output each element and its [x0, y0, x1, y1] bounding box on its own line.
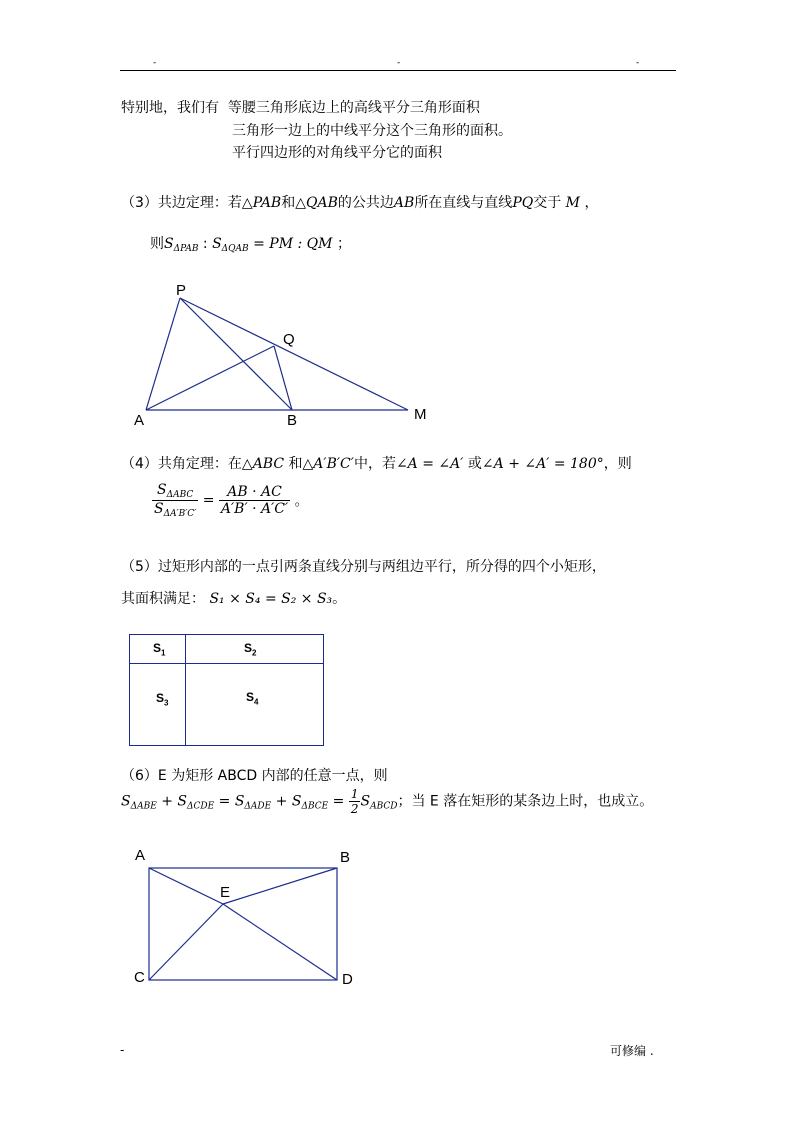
fig1-label-m: M — [414, 406, 427, 423]
fig2-line-ce — [149, 904, 223, 980]
cell-s3-sub: 3 — [164, 698, 169, 708]
s6-f1: S — [121, 793, 131, 810]
s4-cond: ∠A = ∠A′ — [395, 456, 464, 472]
s3-mid3: 交于 — [533, 195, 562, 211]
s6-tail: ；当 E 落在矩形的某条边上时，也成立。 — [397, 793, 654, 810]
cell-s2-sub: 2 — [252, 648, 257, 658]
s6-eq2: = — [328, 793, 349, 810]
s6-plus: + — [156, 793, 178, 810]
s3-end: ， — [584, 195, 599, 211]
s4-rnum: AB · AC — [219, 484, 290, 501]
cell-s1-letter: S — [153, 641, 162, 655]
s6-f4: S — [291, 793, 302, 810]
fig2-label-c: C — [134, 969, 145, 986]
s4-tri1: ABC — [252, 456, 285, 472]
s4-eq: = — [202, 492, 215, 509]
s6-line1: （6）E 为矩形 ABCD 内部的任意一点，则 — [121, 768, 388, 784]
s6-plus2: + — [271, 793, 292, 810]
cell-s3-letter: S — [156, 691, 165, 705]
s3-tri1: PAB — [252, 195, 282, 211]
s4-num-s: S — [156, 482, 167, 498]
footer-left: - — [120, 1043, 125, 1057]
fig2-line-de — [223, 904, 337, 980]
s3-s2: S — [212, 236, 222, 252]
s5-end: 。 — [332, 591, 347, 607]
fig2-rect — [149, 868, 337, 980]
s4-num-sub: ΔABC — [166, 490, 194, 500]
s6-f5sub: ABCD — [370, 801, 398, 812]
footer-right: 可修编 . — [610, 1044, 654, 1058]
s3-tri2: QAB — [306, 195, 338, 211]
fig1-label-q: Q — [283, 331, 295, 348]
s4-rden: A′B′ · A′C′ — [220, 501, 289, 517]
s3-mid2: 所在直线与直线 — [414, 195, 513, 211]
fig1-label-b: B — [287, 412, 298, 429]
s6-f1sub: ΔABE — [130, 801, 157, 812]
s6-half-num: 1 — [350, 787, 359, 801]
special-line3: 平行四边形的对角线平分它的面积 — [232, 145, 442, 161]
cell-s4-letter: S — [246, 690, 255, 704]
s3-m: M — [565, 195, 581, 211]
s3-semi: ； — [336, 236, 351, 252]
s6-f2: S — [177, 793, 188, 810]
s3-ab: AB — [393, 195, 415, 211]
cell-s2-letter: S — [244, 641, 253, 655]
s4-label: （4）共角定理：在△ — [121, 456, 253, 472]
s6-eq: = — [214, 793, 235, 810]
s4-tri2: A′B′C′ — [313, 456, 354, 472]
s3-rhs: = PM : QM — [248, 236, 333, 252]
s3-label: （3）共边定理：若△ — [121, 195, 253, 211]
header-mark-center: - — [397, 58, 401, 68]
s4-then: ，则 — [603, 456, 632, 472]
s4-mid: 中，若 — [353, 456, 396, 472]
s5-label: 其面积满足： — [121, 591, 205, 607]
header-mark-right: - — [636, 58, 640, 68]
fig1-label-a: A — [134, 412, 145, 429]
s6-f5: S — [360, 793, 371, 810]
s4-den-sub: ΔA′B′C′ — [163, 509, 197, 519]
s5-line1: （5）过矩形内部的一点引两条直线分别与两组边平行，所分得的四个小矩形， — [121, 559, 606, 575]
s4-or: 或 — [467, 456, 482, 472]
header-mark-left: - — [153, 58, 157, 68]
s5-formula: S₁ × S₄ = S₂ × S₃ — [209, 591, 333, 607]
fig2-label-d: D — [342, 971, 353, 988]
s3-sub2: ΔQAB — [221, 244, 249, 254]
s6-f3sub: ΔADE — [244, 801, 272, 812]
s6-f2sub: ΔCDE — [187, 801, 215, 812]
s4-end: 。 — [294, 493, 309, 510]
s6-half-den: 2 — [350, 802, 359, 816]
s4-cond2: ∠A + ∠A′ = 180° — [481, 456, 604, 472]
fig2-label-a: A — [135, 847, 146, 864]
s3-then: 则 — [150, 236, 164, 252]
special-intro: 特别地，我们有 — [121, 100, 219, 116]
s3-mid: 的公共边 — [337, 195, 394, 211]
s4-den-s: S — [154, 501, 164, 517]
fig2-line-ae — [149, 868, 223, 904]
fig2-line-be — [223, 868, 337, 904]
cell-s1-sub: 1 — [161, 648, 166, 658]
s3-s1: S — [164, 236, 174, 252]
s3-pq: PQ — [512, 195, 534, 211]
fig1-label-p: P — [176, 282, 187, 299]
fig2-label-b: B — [340, 849, 351, 866]
fig2-label-e: E — [220, 884, 231, 901]
cell-s4-sub: 4 — [254, 697, 259, 707]
s3-and: 和△ — [281, 195, 307, 211]
s4-and: 和△ — [288, 456, 314, 472]
special-line1: 等腰三角形底边上的高线平分三角形面积 — [227, 100, 480, 116]
s6-f4sub: ΔBCE — [301, 801, 329, 812]
s3-colon: : — [198, 236, 213, 252]
s6-f3: S — [234, 793, 245, 810]
s3-sub1: ΔPAB — [173, 244, 199, 254]
special-line2: 三角形一边上的中线平分这个三角形的面积。 — [232, 123, 512, 139]
